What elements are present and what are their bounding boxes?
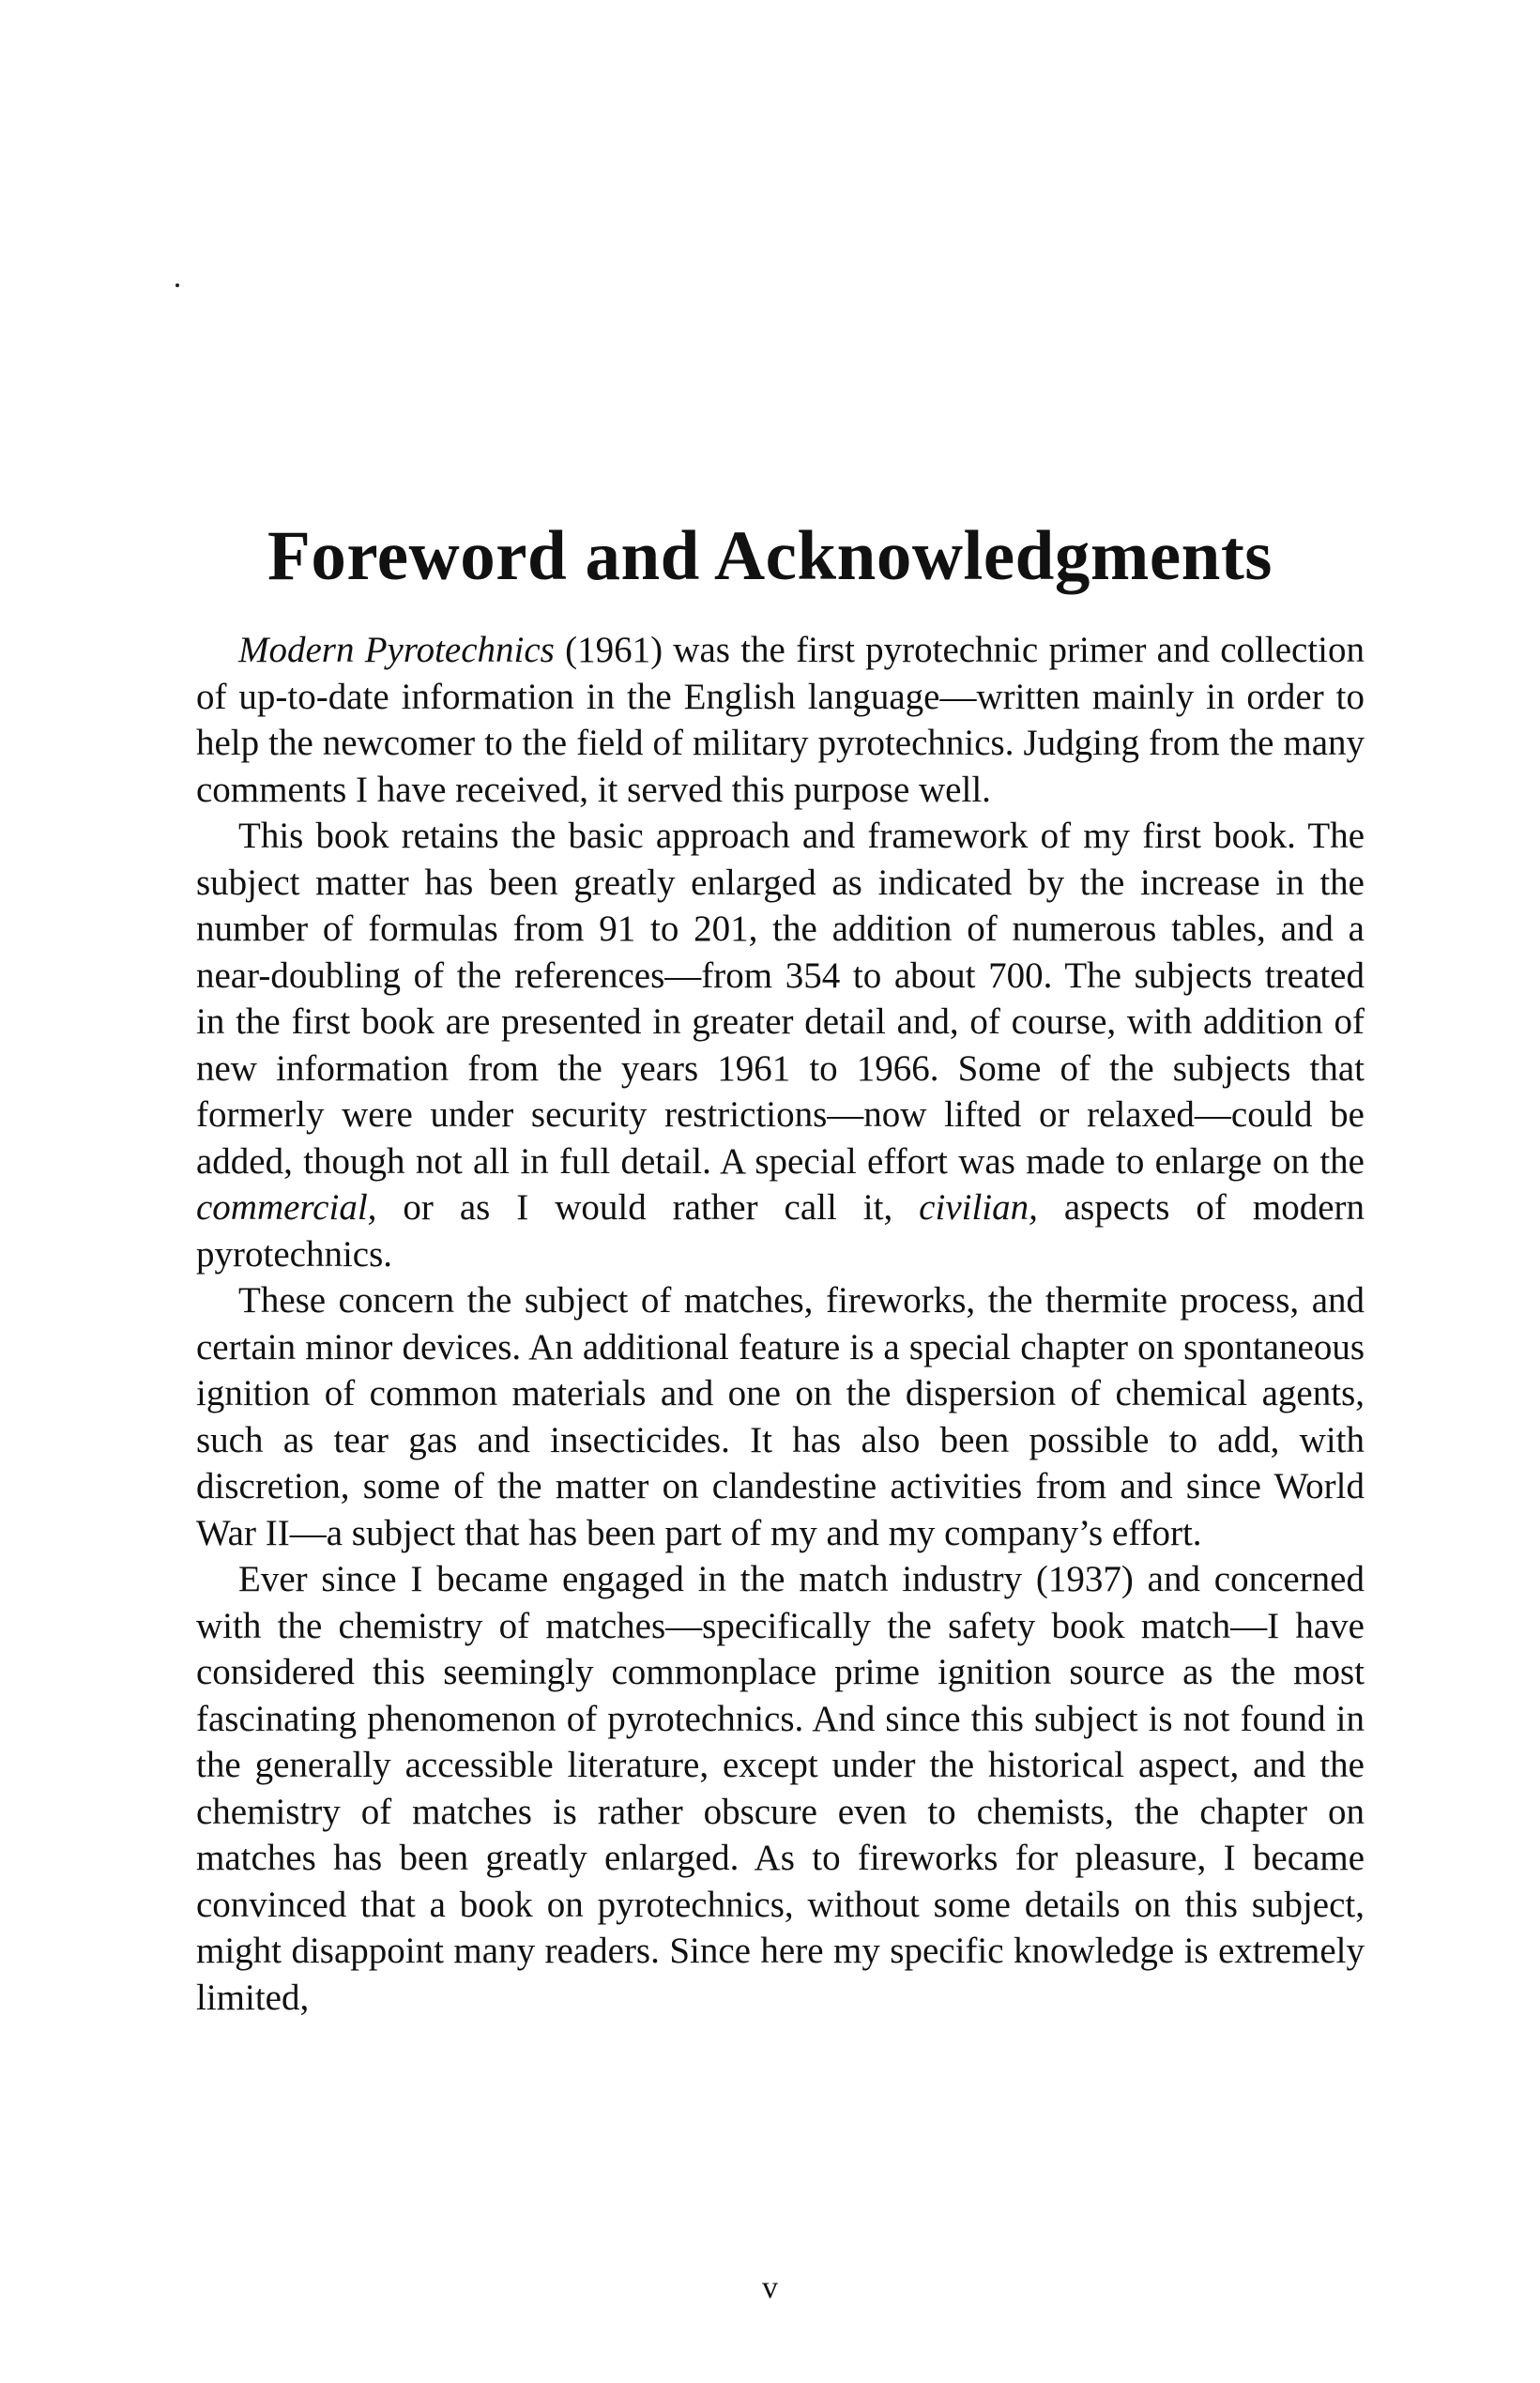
page-number: v xyxy=(762,2270,778,2305)
paragraph-1 xyxy=(196,627,1365,813)
paragraph-4 xyxy=(196,1556,1365,2021)
paragraph-text: (1961) was the first pyrotechnic primer and collection of up-to-date information in the English language—written mainly in order to help the newcomer to the field of military pyrotechnics. Judging from the many comments I have received, it served this purpose well. xyxy=(196,630,1365,810)
paragraph-text: Ever since I became engaged in the match industry (1937) and concerned with the chemistry of matches—specifically the safety book match—I have considered this seemingly commonplace prime ignition source as the most fascinating phenomenon of pyrotechnics. And since this subject is not found in the generally accessible literature, except under the historical aspect, and the chemistry of matches is rather obscure even to chemists, the chapter on matches has been greatly enlarged. As to fireworks for pleasure, I became convinced that a book on pyrotechnics, without some details on this subject, might disappoint many readers. Since here my specific knowledge is extremely limited, xyxy=(196,1559,1365,2018)
book-title-italic: Modern Pyrotechnics xyxy=(238,630,555,670)
body-text xyxy=(196,627,1365,2021)
emphasis-commercial: commercial, xyxy=(196,1187,377,1228)
paragraph-text: These concern the subject of matches, fireworks, the thermite process, and certain minor devices. An additional feature is a special chapter on spontaneous ignition of common materials and one on the dispersion of chemical agents, such as tear gas and insecticides. It has also been possible to add, with discretion, some of the matter on clandestine activities from and since World War II—a subject that has been part of my and my company’s effort. xyxy=(196,1280,1365,1553)
paragraph-3 xyxy=(196,1277,1365,1556)
scan-speck xyxy=(175,283,179,287)
emphasis-civilian: civilian, xyxy=(919,1187,1038,1228)
paragraph-text: or as I would rather call it, xyxy=(376,1187,920,1228)
paragraph-text: aspects of modern pyrotechnics. xyxy=(196,1187,1365,1275)
page-title: Foreword and Acknowledgments xyxy=(267,517,1273,595)
paragraph-2 xyxy=(196,813,1365,1277)
paragraph-text: This book retains the basic approach and framework of my first book. The subject matter has been greatly enlarged as indicated by the increase in the number of formulas from 91 to 201, the addition of numerous tables, and a near-doubling of the references—from 354 to about 700. The subjects treated in the first book are presented in greater detail and, of course, with addition of new information from the years 1961 to 1966. Some of the subjects that formerly were under security restrictions—now lifted or relaxed—could be added, though not all in full detail. A special effort was made to enlarge on the xyxy=(196,816,1365,1182)
